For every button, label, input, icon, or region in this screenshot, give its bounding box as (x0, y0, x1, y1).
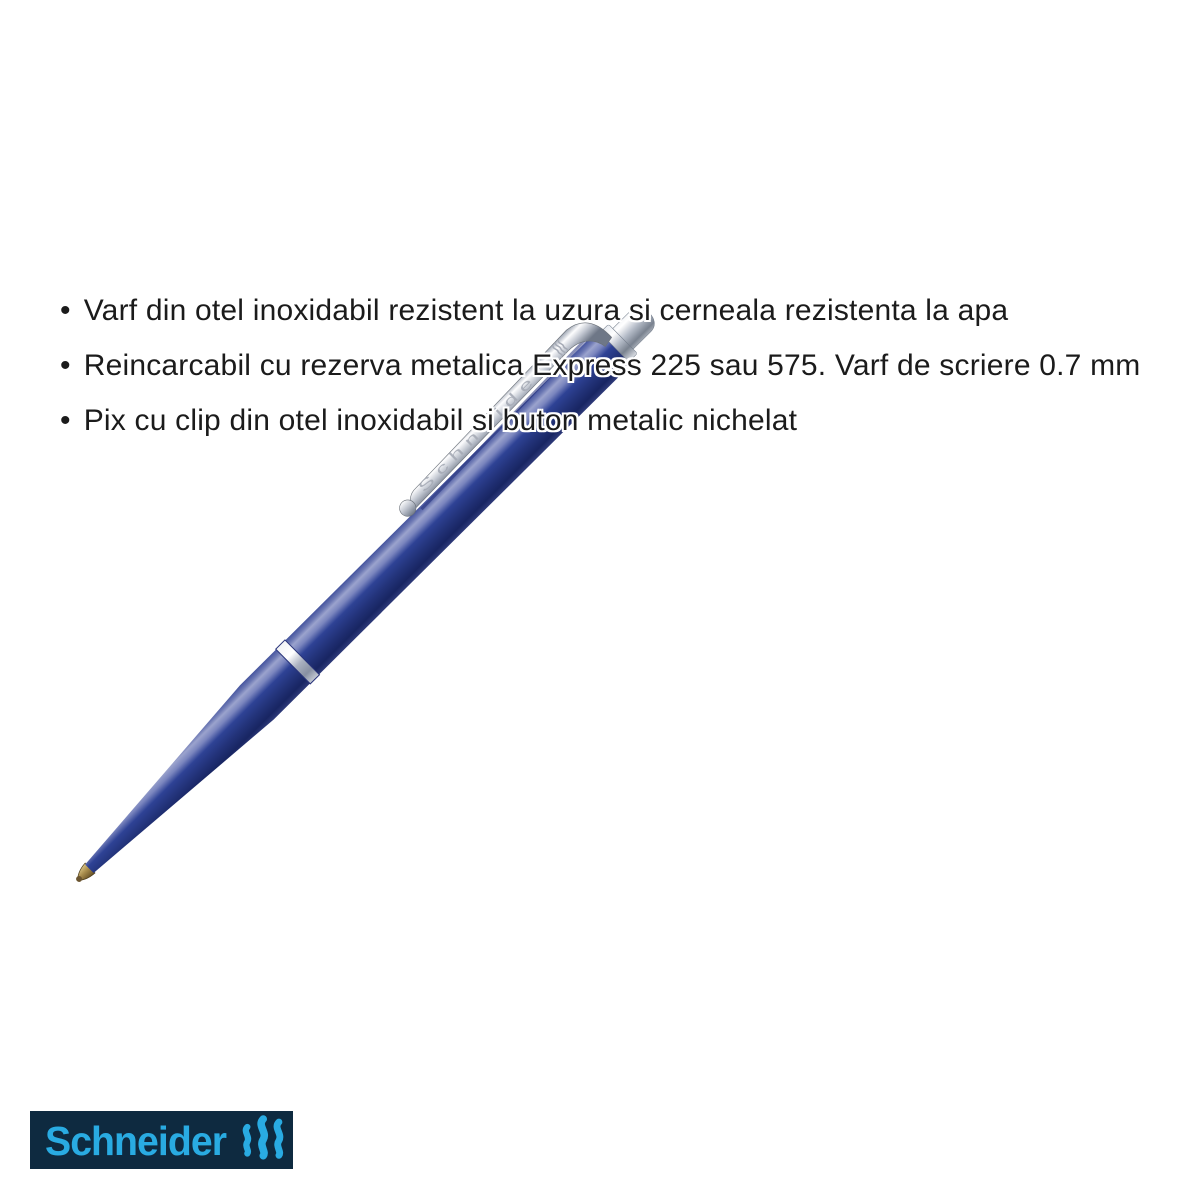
feature-item (60, 349, 1140, 404)
feature-text: Pix cu clip din otel inoxidabil si buton metalic nichelat (83, 404, 798, 437)
bullet-icon: • (60, 349, 71, 382)
bullet-icon: • (60, 294, 71, 327)
feature-list (60, 294, 1140, 459)
pen-clip-engraving: Schneider (414, 413, 497, 496)
brand-logo-text: Schneider (45, 1118, 227, 1164)
bullet-icon: • (60, 404, 71, 437)
brand-logo (30, 1111, 293, 1169)
feature-item (60, 404, 1140, 459)
feature-text: Varf din otel inoxidabil rezistent la uzura si cerneala rezistenta la apa (83, 294, 1009, 327)
feature-text: Reincarcabil cu rezerva metalica Express 225 sau 575. Varf de scriere 0.7 mm (83, 349, 1141, 382)
feature-item (60, 294, 1140, 349)
